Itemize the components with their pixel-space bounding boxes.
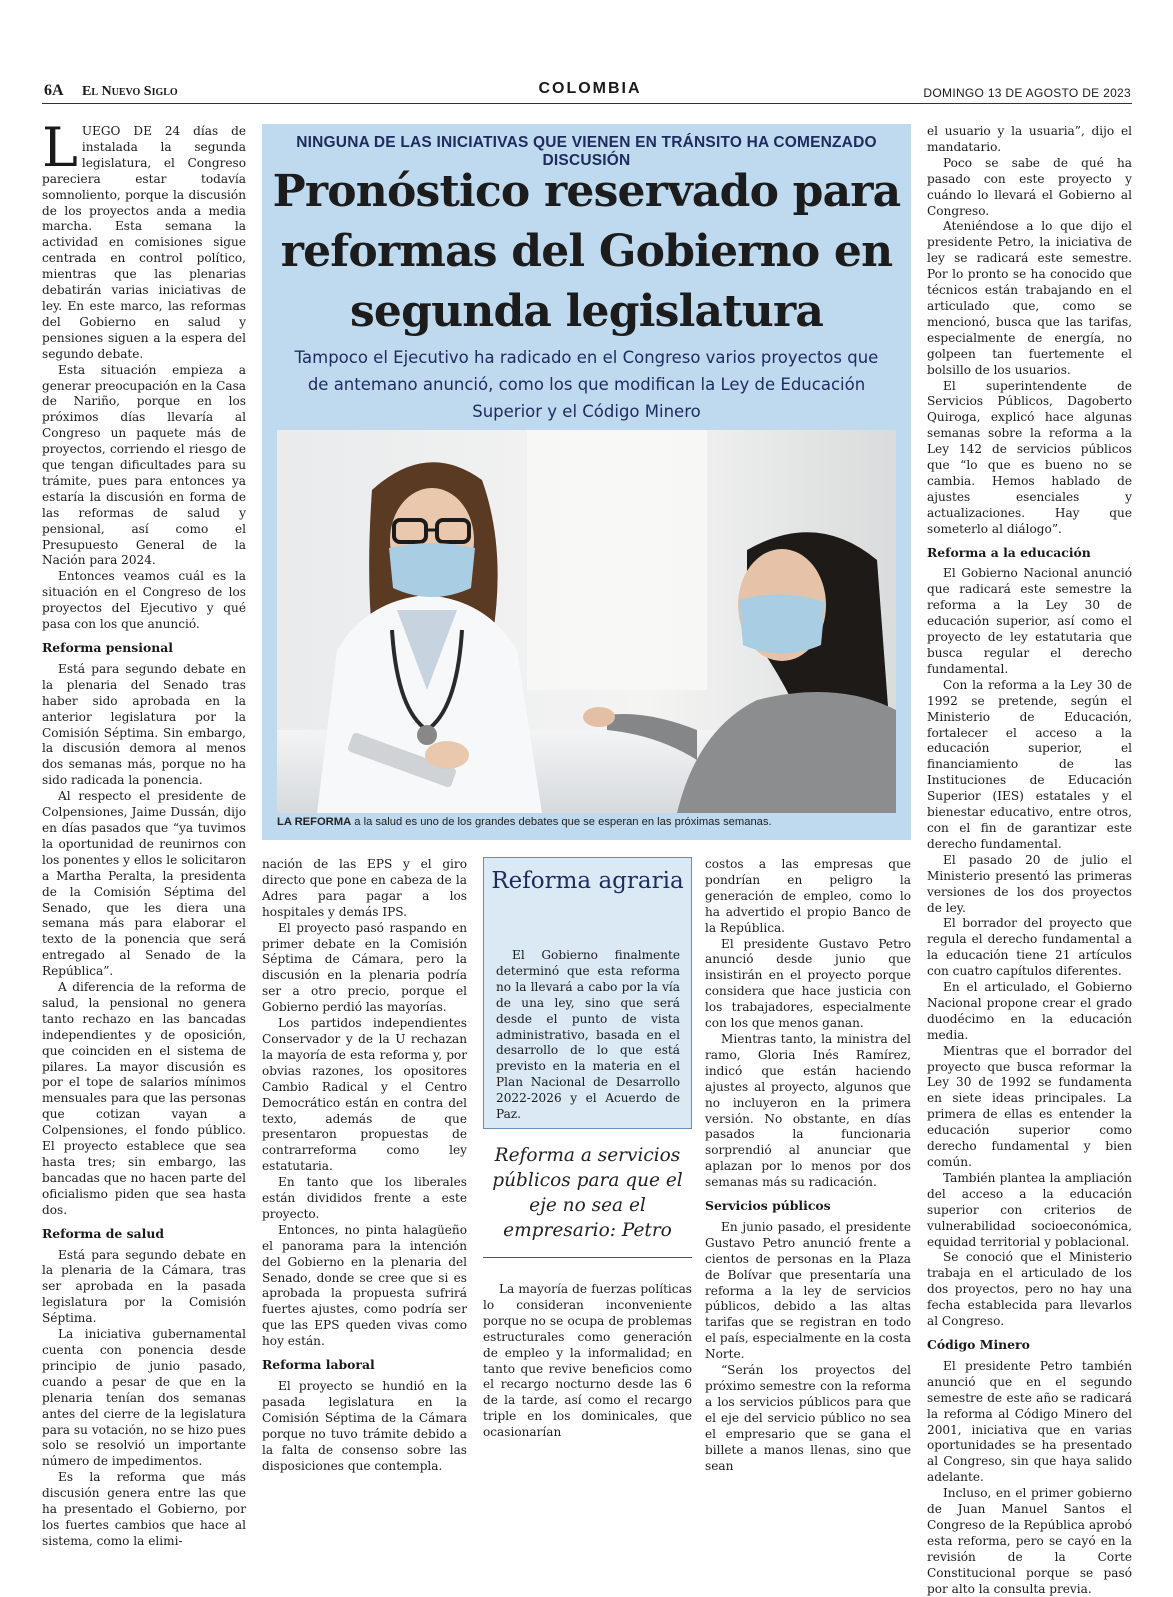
deck-subtitle: Tampoco el Ejecutivo ha radicado en el Congreso varios proyectos que de antemano anunció, como los que modifican la Ley de Educación Superior y el Código Minero [294,348,879,421]
paragraph: Ateniéndose a lo que dijo el presidente Petro, la iniciativa de ley se radicará este semestre. Por lo pronto se ha conocido que técnicos están trabajando en el articulado que, como se mencionó, busca que las tarifas, especialmente de energía, no golpeen tan fuertemente el bolsillo de los usuarios. [927,219,1132,377]
feature-box [262,124,911,840]
paragraph: Está para segundo debate en la plenaria del Senado tras haber sido aprobada en la anterior legislatura por la Comisión Séptima. Sin embargo, la discusión demora al menos dos semanas más, porque no ha sido radicada la ponencia. [42,661,246,788]
sidebar-title: Reforma agraria [491,868,684,894]
paragraph: El superintendente de Servicios Públicos, Dagoberto Quiroga, explicó hace algunas semanas sobre la reforma a la Ley 142 de servicios públicos que “lo que es bueno no se cambia. Hemos hablado de ajustes esenciales y actualizaciones. Hay que someterlo al diálogo”. [927,378,1132,536]
paragraph: Al respecto el presidente de Colpensiones, Jaime Dussán, dijo en días pasados que “ya tuvimos la oportunidad de reunirnos con los ponentes y ellos le solicitaron a Martha Peralta, la presidenta de la Comisión Séptima del Senado, que les diera una semana más para elaborar el texto de la ponencia que será entregado al Senado de la República”. [42,789,246,979]
paragraph: Es la reforma que más discusión genera entre las que ha presentado el Gobierno, por los fuertes cambios que hace al sistema, como la elimi- [42,1470,246,1548]
paragraph: También plantea la ampliación del acceso a la educación superior con criterios de vulnerabilidad socioeconómica, equidad territorial y poblacional. [927,1170,1132,1249]
photo-caption: LA REFORMA a la salud es uno de los grandes debates que se esperan en las próximas semanas. [277,816,772,828]
lead-paragraph: LUEGO DE 24 días de instalada la segunda legislatura, el Congreso pareciera estar todavía somnoliento, porque la discusión de los proyectos anda a media marcha. Esta semana la actividad en comisiones sigue centrada en control político, mientras que las plenarias debatirán varias iniciativas de ley. En este marco, las reformas del Gobierno en salud y pensiones siguen a la espera del segundo debate. [42,116,246,361]
paragraph: La iniciativa gubernamental cuenta con ponencia desde principio de junio pasado, cuando a pesar de que en la plenaria tenían dos semanas antes del cierre de la legislatura para su votación, no se hizo pues solo se resolvió un importante número de impedimentos. [42,1327,246,1469]
column-3 [483,1282,692,1441]
paragraph: La mayoría de fuerzas políticas lo consideran inconveniente porque no se ocupa de problemas estructurales como generación de empleo y la informalidad; en tanto que revive beneficios como el recargo nocturno desde las 6 de la tarde, así como el recargo triple en los dominicales, que ocasionarían [483,1282,692,1440]
subhead-codigo-minero: Código Minero [927,1336,1030,1352]
pull-quote: Reforma a servicios públicos para que el eje no sea el empresario: Petro [492,1145,683,1241]
paragraph: Incluso, en el primer gobierno de Juan Manuel Santos el Congreso de la República aprobó esta reforma, pero se cayó en la revisión de la Corte Constitucional porque se pasó por alto la consulta previa. [927,1486,1132,1596]
subhead-reforma-educacion: Reforma a la educación [927,544,1091,560]
paragraph: Entonces, no pinta halagüeño el panorama para la intención del Gobierno en la plenaria del Senado, donde se cree que si es aprobada la propuesta sufrirá fuertes ajustes, como podría ser que las EPS queden vivas como hoy están. [262,1222,467,1349]
paragraph: “Serán los proyectos del próximo semestre con la reforma a los servicios públicos para que el eje del servicio público no sea el empresario que se gana el billete a manos llenas, sino que sean [705,1363,911,1473]
subhead-reforma-laboral: Reforma laboral [262,1357,375,1373]
paragraph: Poco se sabe de qué ha pasado con este proyecto y cuándo lo llevará el Gobierno al Congreso. [927,155,1132,218]
publication-name: El Nuevo Siglo [82,84,178,99]
paragraph: Mientras que el borrador del proyecto que busca reformar la Ley 30 de 1992 se fundamenta en siete ideas principales. La primera de ellas es entender la educación superior como derecho fundamental y bien común. [927,1043,1132,1169]
pull-quote-divider [483,1257,692,1258]
column-2 [262,857,467,1474]
paragraph: El Gobierno Nacional anunció que radicará este semestre la reforma a la Ley 30 de educación superior, así como el proyecto de ley estatutaria que busca regular el derecho fundamental. [927,566,1132,676]
subhead-reforma-pensional: Reforma pensional [42,640,174,655]
header-divider [42,103,1132,104]
doctor-patient-masks-photo [277,430,896,813]
paragraph: nación de las EPS y el giro directo que pone en cabeza de la Adres para pagar a los hospitales y demás IPS. [262,857,467,919]
drop-cap: L [42,116,78,179]
issue-date: DOMINGO 13 DE AGOSTO DE 2023 [923,86,1131,100]
column-4 [705,857,911,1474]
paragraph: Con la reforma a la Ley 30 de 1992 se pretende, según el Ministerio de Educación, fortalecer el acceso a la educación superior, el financiamiento de las Instituciones de Educación Superior (IES) estatales y el bienestar educativo, entre otros, con el fin de garantizar este derecho fundamental. [927,677,1132,851]
paragraph: Se conoció que el Ministerio trabaja en el articulado de los dos proyectos, pero no hay una fecha establecida para llevarlos al Congreso. [927,1250,1132,1329]
paragraph: A diferencia de la reforma de salud, la pensional no genera tanto rechazo en las bancadas independientes y de oposición, que coinciden en el sistema de pilares. La mayor discusión es por el tope de salarios mínimos mensuales para que las personas que cotizan vayan a Colpensiones, el fondo público. El proyecto establece que sea hasta tres; sin embargo, las bancadas que no hacen parte del oficialismo piden que sea hasta dos. [42,980,246,1217]
section-name: COLOMBIA [538,80,642,97]
subhead-reforma-salud: Reforma de salud [42,1225,165,1241]
paragraph: En tanto que los liberales están divididos frente a este proyecto. [262,1175,467,1221]
kicker: NINGUNA DE LAS INICIATIVAS QUE VIENEN EN TRÁNSITO HA COMENZADO DISCUSIÓN [296,134,877,169]
sidebar-text: El Gobierno finalmente determinó que esta reforma no la llevará a cabo por la vía de una ley, sino que será desde el punto de vista administrativo, basada en el desarrollo de lo que está previsto en la materia en el Plan Nacional de Desarrollo 2022-2026 y el Acuerdo de Paz. [496,948,680,1122]
headline: Pronóstico reservado para reformas del Gobierno en segunda legislatura [272,166,901,337]
column-5 [927,124,1132,1597]
paragraph: El presidente Gustavo Petro anunció desde junio que insistirán en el proyecto porque considera que hace justicia con los trabajadores, especialmente con los que menos ganan. [705,936,911,1031]
paragraph: El borrador del proyecto que regula el derecho fundamental a la educación tiene 21 artículos con cuatro capítulos diferentes. [927,916,1132,979]
paragraph: En el articulado, el Gobierno Nacional propone crear el grado duodécimo en la educación media. [927,980,1132,1042]
paragraph: Esta situación empieza a generar preocupación en la Casa de Nariño, porque en los próximos días llevaría al Congreso un paquete más de proyectos, corriendo el riesgo de que tengan dificultades para su trámite, pues para entonces ya estaría la discusión en forma de las reformas de salud y pensional, así como el Presupuesto General de la Nación para 2024. [42,362,246,568]
page-number: 6A [44,82,64,99]
subhead-servicios-publicos: Servicios públicos [705,1198,831,1214]
paragraph: Los partidos independientes Conservador y de la U rechazan la mayoría de esta reforma y, por obvias razones, los opositores Cambio Radical y el Centro Democrático están en contra del texto, además de que presentaron propuestas de contrarreforma como ley estatutaria. [262,1016,467,1174]
paragraph: El proyecto pasó raspando en primer debate en la Comisión Séptima de Cámara, pero la discusión en la plenaria podría ser a otro precio, porque el Gobierno perdió las mayorías. [262,920,467,1015]
paragraph: El presidente Petro también anunció que en el segundo semestre de este año se radicará la reforma al Código Minero del 2001, iniciativa que en varias oportunidades se ha presentado al Congreso, sin que haya salido adelante. [927,1358,1132,1485]
paragraph: el usuario y la usuaria”, dijo el mandatario. [927,124,1132,154]
paragraph: El pasado 20 de julio el Ministerio presentó las primeras versiones de los dos proyectos de ley. [927,852,1132,915]
column-1 [42,116,246,1550]
paragraph: Mientras tanto, la ministra del ramo, Gloria Inés Ramírez, indicó que están haciendo ajustes al proyecto, algunos que no incluyeron en la primera versión. No obstante, en días pasados la funcionaria sorprendió al anunciar que aplazan por lo menos por dos semanas más su radicación. [705,1031,911,1190]
paragraph: Está para segundo debate en la plenaria de la Cámara, tras ser aprobada en la pasada legislatura por la Comisión Séptima. [42,1247,246,1326]
sidebar-reforma-agraria [483,857,692,1129]
paragraph: costos a las empresas que pondrían en peligro la generación de empleo, como lo ha advertido el propio Banco de la República. [705,857,911,935]
paragraph: En junio pasado, el presidente Gustavo Petro anunció frente a cientos de personas en la Plaza de Bolívar que presentaría una reforma a la ley de servicios públicos, debido a las altas tarifas que se registran en todo el país, especialmente en la costa Norte. [705,1219,911,1362]
paragraph: El proyecto se hundió en la pasada legislatura en la Comisión Séptima de la Cámara porque no tuvo trámite debido a la falta de consenso sobre las disposiciones que contempla. [262,1379,467,1473]
paragraph: Entonces veamos cuál es la situación en el Congreso de los proyectos del Ejecutivo y qué pasa con los que anunció. [42,569,246,632]
